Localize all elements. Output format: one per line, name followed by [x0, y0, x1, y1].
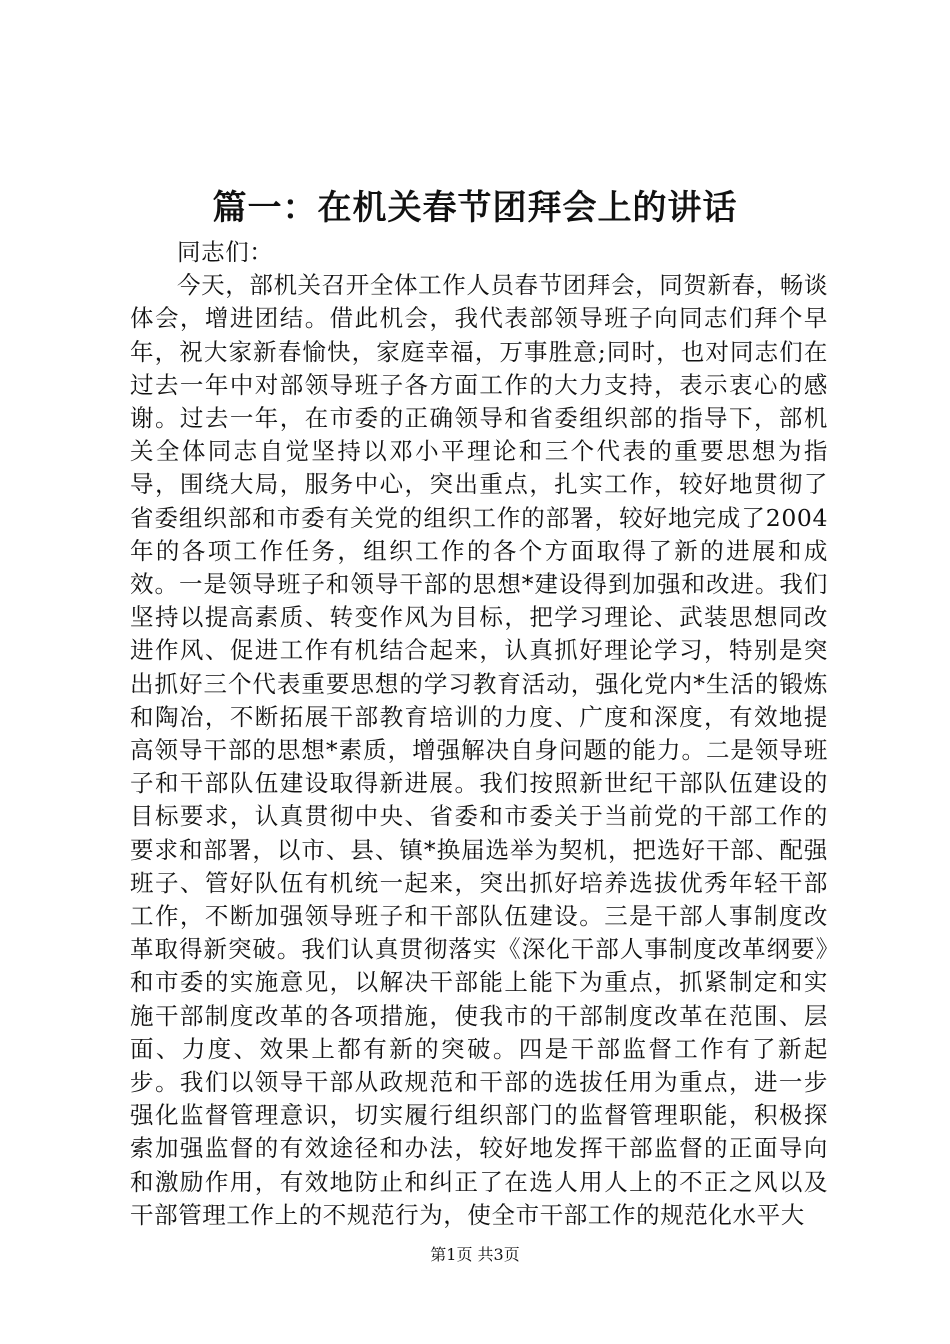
- salutation: 同志们：: [177, 238, 274, 266]
- body-paragraph: 今天，部机关召开全体工作人员春节团拜会，同贺新春，畅谈体会，增进团结。借此机会，我代表部领导班子向同志们拜个早年，祝大家新春愉快，家庭幸福，万事胜意;同时，也对同志们在过去一年中对部领导班子各方面工作的大力支持，表示衷心的感谢。过去一年，在市委的正确领导和省委组织部的指导下，部机关全体同志自觉坚持以邓小平理论和三个代表的重要思想为指导，围绕大局，服务中心，突出重点，扎实工作，较好地贯彻了省委组织部和市委有关党的组织工作的部署，较好地完成了2004年的各项工作任务，组织工作的各个方面取得了新的进展和成效。一是领导班子和领导干部的思想*建设得到加强和改进。我们坚持以提高素质、转变作风为目标，把学习理论、武装思想同改进作风、促进工作有机结合起来，认真抓好理论学习，特别是突出抓好三个代表重要思想的学习教育活动，强化党内*生活的锻炼和陶冶，不断拓展干部教育培训的力度、广度和深度，有效地提高领导干部的思想*素质，增强解决自身问题的能力。二是领导班子和干部队伍建设取得新进展。我们按照新世纪干部队伍建设的目标要求，认真贯彻中央、省委和市委关于当前党的干部工作的要求和部署，以市、县、镇*换届选举为契机，把选好干部、配强班子、管好队伍有机统一起来，突出抓好培养选拔优秀年轻干部工作，不断加强领导班子和干部队伍建设。三是干部人事制度改革取得新突破。我们认真贯彻落实《深化干部人事制度改革纲要》和市委的实施意见，以解决干部能上能下为重点，抓紧制定和实施干部制度改革的各项措施，使我市的干部制度改革在范围、层面、力度、效果上都有新的突破。四是干部监督工作有了新起步。我们以领导干部从政规范和干部的选拔任用为重点，进一步强化监督管理意识，切实履行组织部门的监督管理职能，积极探索加强监督的有效途径和办法，较好地发挥干部监督的正面导向和激励作用，有效地防止和纠正了在选人用人上的不正之风以及干部管理工作上的不规范行为，使全市干部工作的规范化水平大: [130, 271, 828, 1229]
- page-number-footer: 第1页 共3页: [430, 1245, 520, 1264]
- document-body: [130, 236, 828, 1232]
- document-title: 篇一：在机关春节团拜会上的讲话: [212, 188, 738, 228]
